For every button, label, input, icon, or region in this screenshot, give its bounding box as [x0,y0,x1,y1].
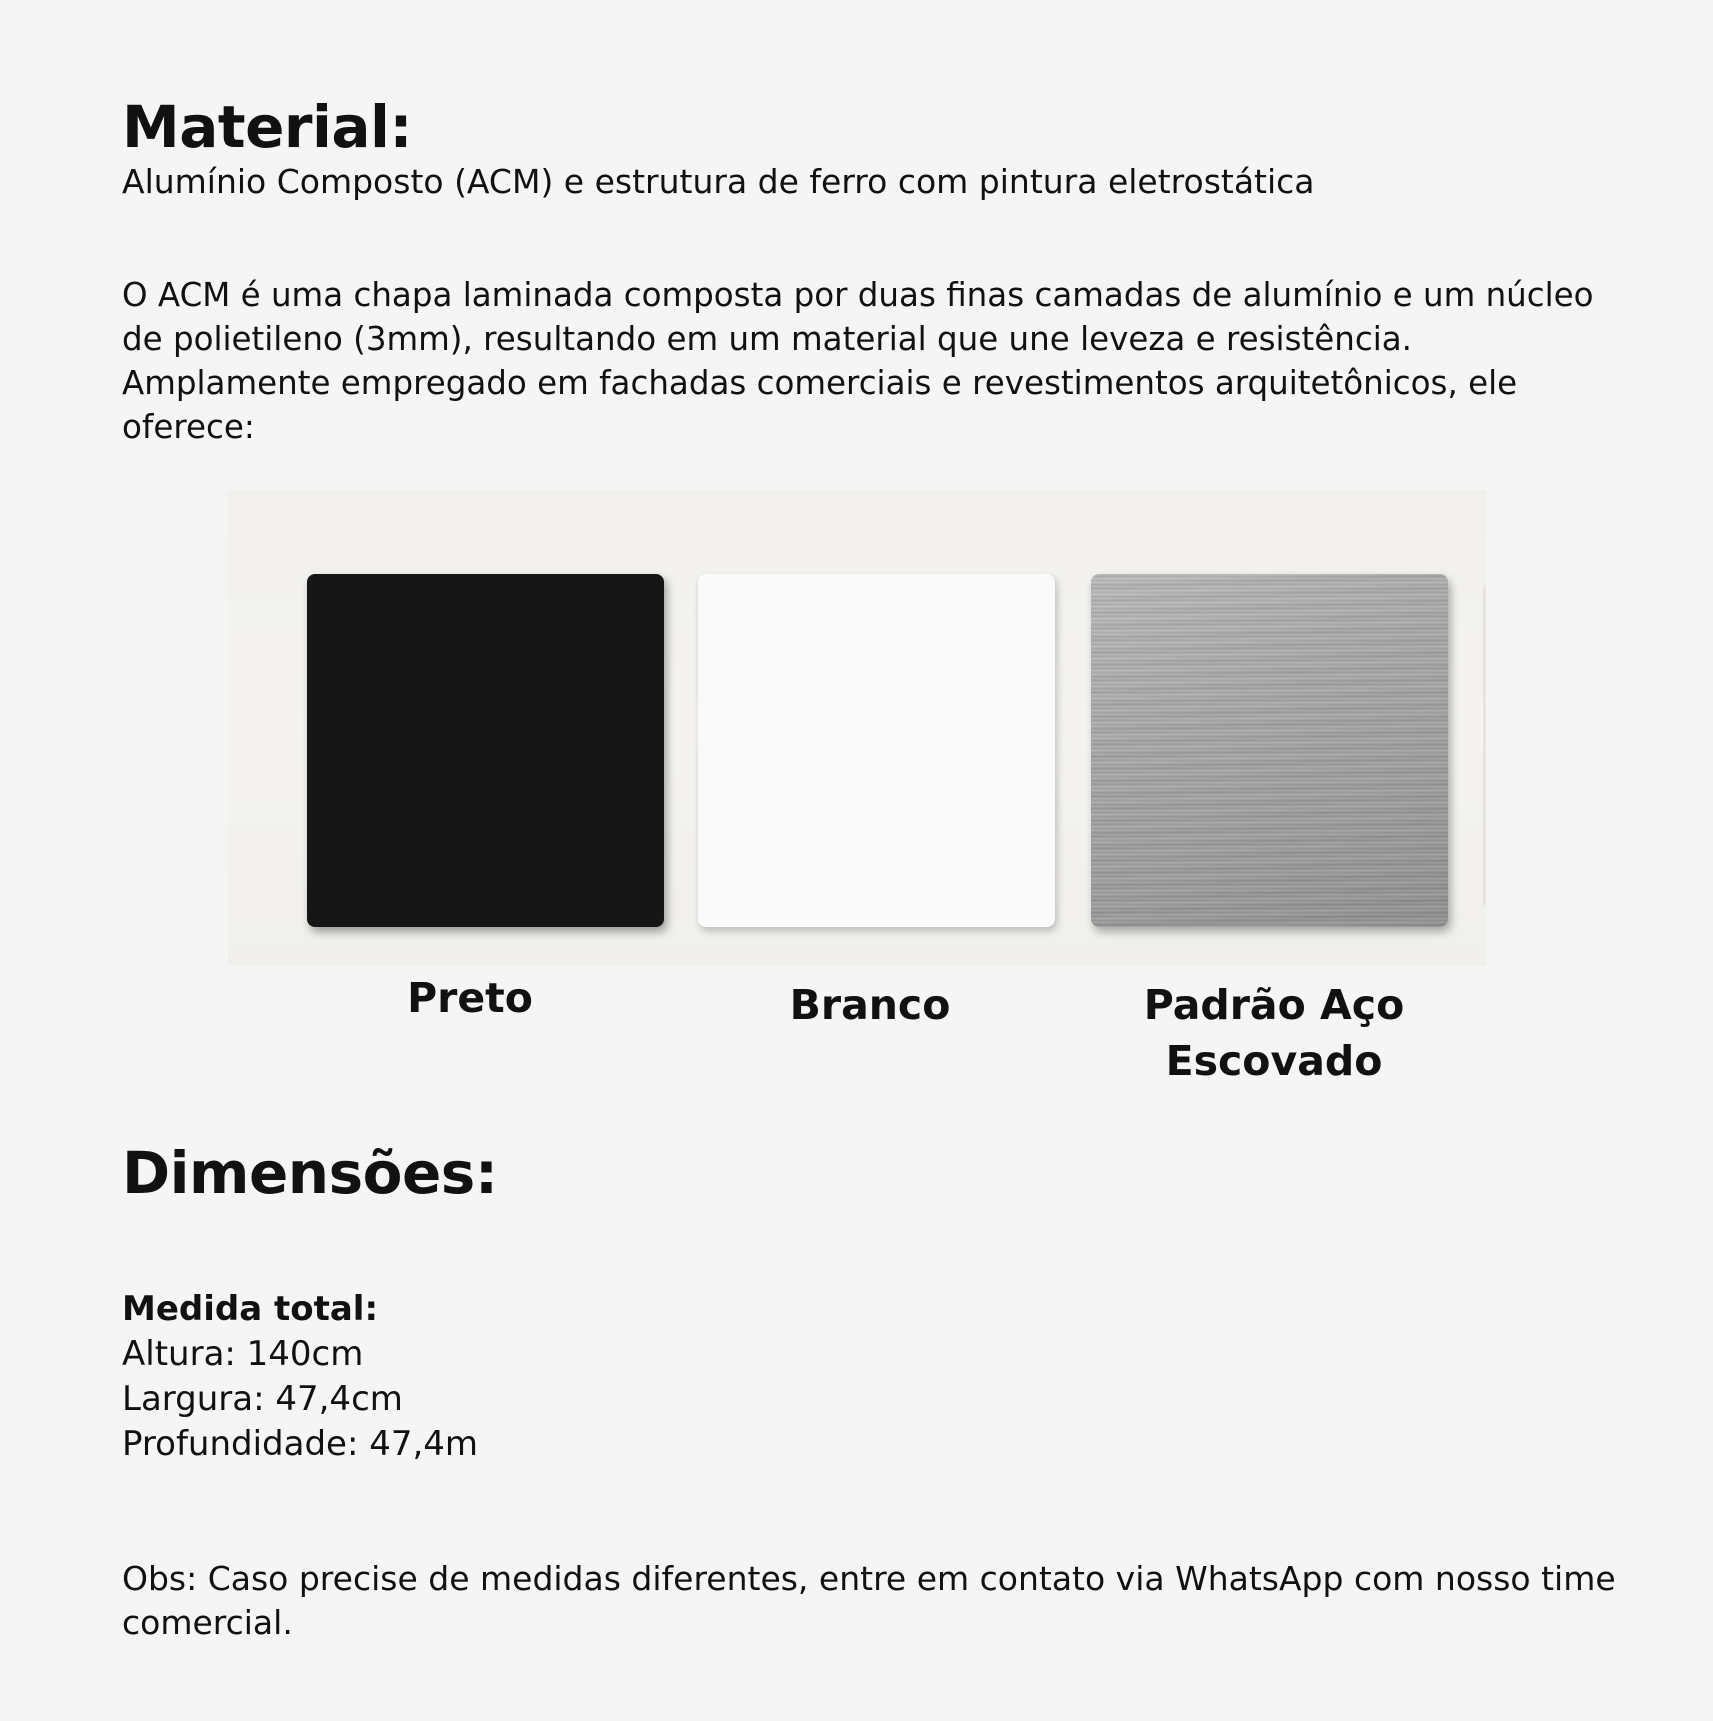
swatch-label-aco-escovado: Padrão Aço Escovado [1143,981,1405,1085]
obs-note: Obs: Caso precise de medidas diferentes, entre em contato via WhatsApp com nosso time comercial. [122,1559,1616,1642]
photo-edge-strip [1483,585,1486,905]
swatch-preto [307,574,664,927]
material-heading: Material: [122,93,413,161]
dimension-profundidade: Profundidade: 47,4m [122,1424,479,1464]
material-description: O ACM é uma chapa laminada composta por duas finas camadas de alumínio e um núcleo de polietileno (3mm), resultando em um material que une leveza e resistência. Amplamente empregado em fachadas comerciais e revestimentos arquitetônicos, ele oferece: [122,276,1594,446]
medida-total-title: Medida total: [122,1289,379,1329]
dimensions-heading: Dimensões: [122,1139,498,1207]
swatch-label-branco: Branco [789,981,951,1029]
swatch-aco-escovado [1091,574,1448,927]
dimension-largura: Largura: 47,4cm [122,1379,403,1419]
swatch-branco [698,574,1055,927]
material-subtitle: Alumínio Composto (ACM) e estrutura de ferro com pintura eletrostática [122,162,1315,201]
dimension-altura: Altura: 140cm [122,1334,364,1374]
swatch-label-preto: Preto [407,974,533,1022]
